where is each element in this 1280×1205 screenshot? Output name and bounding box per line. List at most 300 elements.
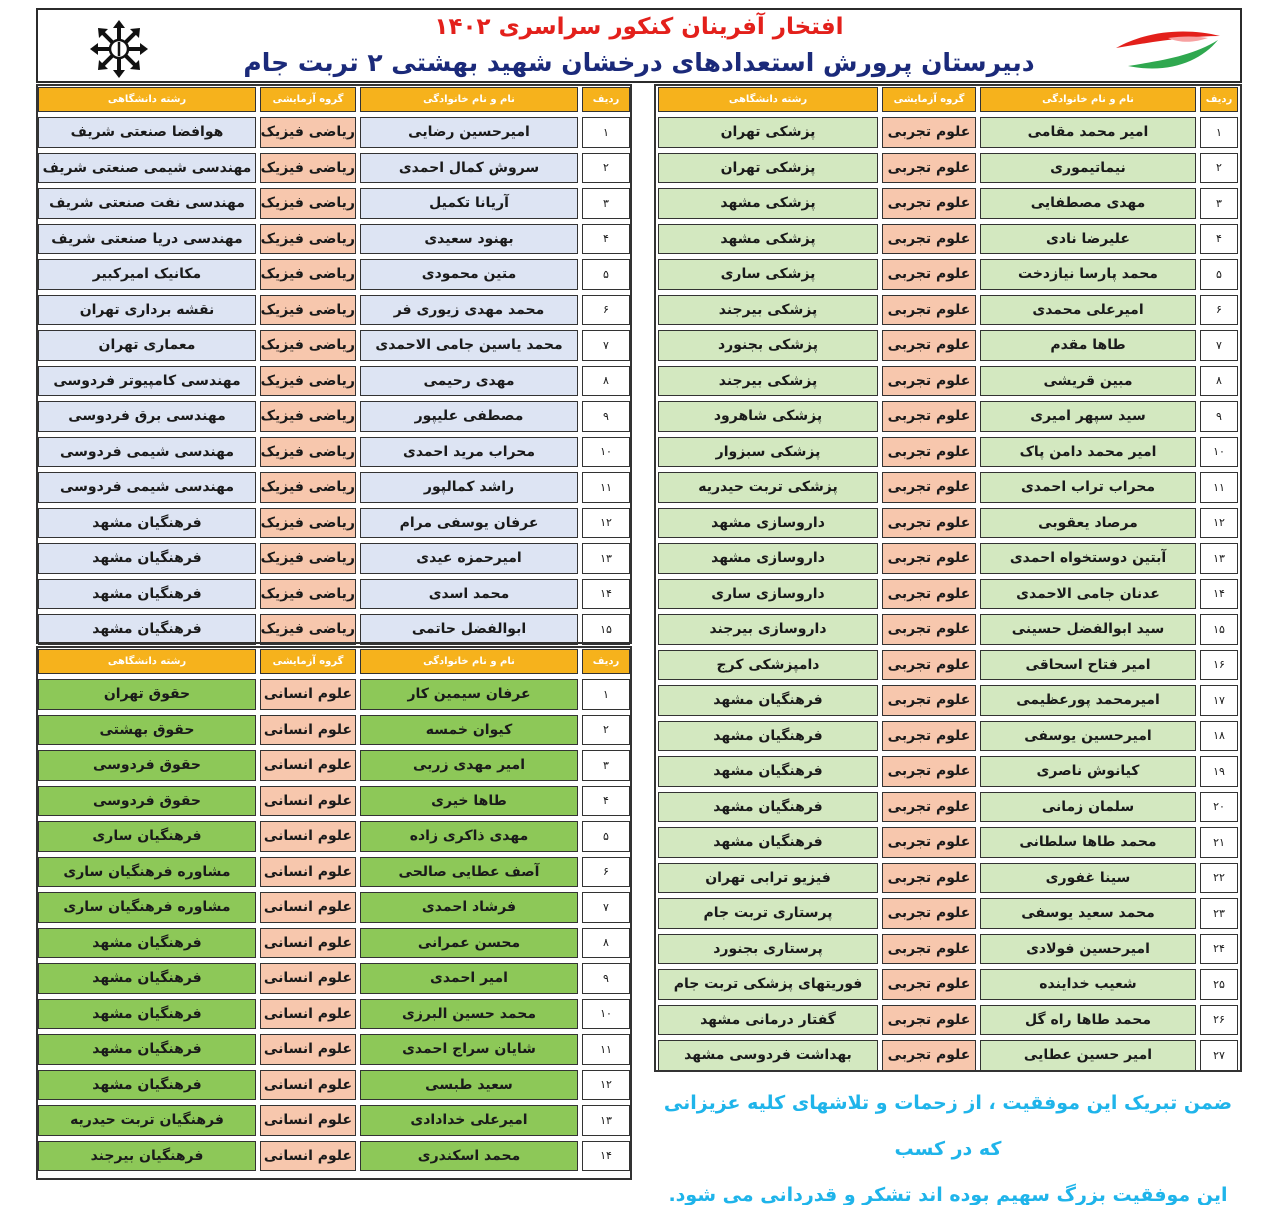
exam-group: علوم تجربی [882,792,976,823]
student-name: سید سپهر امیری [980,401,1196,432]
row-index: ۲۱ [1200,827,1238,858]
student-name: مهدی ذاکری زاده [360,821,578,852]
university-major: پزشکی مشهد [658,188,878,219]
row-index: ۶ [582,295,630,326]
table-row [38,295,630,326]
university-major: مشاوره فرهنگیان ساری [38,892,256,923]
university-major: پزشکی تهران [658,117,878,148]
university-major: فیزیو ترابی تهران [658,863,878,894]
student-name: طاها خیری [360,786,578,817]
exam-group: ریاضی فیزیک [260,295,356,326]
university-major: فوریتهای پزشکی تربت جام [658,969,878,1000]
university-major: پزشکی تهران [658,153,878,184]
university-major: پزشکی سبزوار [658,437,878,468]
title-line-2: دبیرستان پرورش استعدادهای درخشان شهید بهشتی ۲ تربت جام [243,48,1035,77]
university-major: حقوق فردوسی [38,786,256,817]
exam-group: ریاضی فیزیک [260,614,356,645]
row-index: ۲۷ [1200,1040,1238,1071]
table-row [38,928,630,959]
table-row [38,188,630,219]
exam-group: ریاضی فیزیک [260,153,356,184]
row-index: ۱۰ [582,437,630,468]
student-name: امیر حسین عطایی [980,1040,1196,1071]
table-row [38,543,630,574]
row-index: ۱۲ [1200,508,1238,539]
table-row [658,366,1238,397]
student-name: مهدی مصطفایی [980,188,1196,219]
school-logo-icon [1108,18,1226,82]
exam-group: علوم انسانی [260,786,356,817]
row-index: ۲ [582,153,630,184]
table-row [38,153,630,184]
student-name: محمد یاسین جامی الاحمدی [360,330,578,361]
university-major: فرهنگیان تربت حیدریه [38,1105,256,1136]
exam-group: ریاضی فیزیک [260,330,356,361]
table-row [658,721,1238,752]
student-name: امیر محمد دامن پاک [980,437,1196,468]
header-group: گروه آزمایشی [882,87,976,112]
student-name: ابوالفضل حاتمی [360,614,578,645]
table-row [658,472,1238,503]
row-index: ۱۱ [1200,472,1238,503]
university-major: مهندسی دریا صنعتی شریف [38,224,256,255]
student-name: امیر محمد مقامی [980,117,1196,148]
row-index: ۱ [582,679,630,710]
student-name: امیر فتاح اسحاقی [980,650,1196,681]
table-row [658,1040,1238,1071]
university-major: پزشکی ساری [658,259,878,290]
table-row [658,1005,1238,1036]
row-index: ۶ [582,857,630,888]
table-row [658,685,1238,716]
university-major: فرهنگیان مشهد [658,721,878,752]
university-major: گفتار درمانی مشهد [658,1005,878,1036]
exam-group: علوم تجربی [882,437,976,468]
row-index: ۹ [582,963,630,994]
table-row [38,224,630,255]
student-name: فرشاد احمدی [360,892,578,923]
row-index: ۱۳ [1200,543,1238,574]
row-index: ۸ [582,928,630,959]
table-row [658,437,1238,468]
student-name: متین محمودی [360,259,578,290]
table-row [658,117,1238,148]
exam-group: علوم تجربی [882,934,976,965]
row-index: ۱ [582,117,630,148]
student-name: امیرعلی محمدی [980,295,1196,326]
exam-group: ریاضی فیزیک [260,117,356,148]
table-row [658,898,1238,929]
student-name: سروش کمال احمدی [360,153,578,184]
exam-group: علوم انسانی [260,1141,356,1172]
university-major: پرستاری بجنورد [658,934,878,965]
student-name: مهدی رحیمی [360,366,578,397]
student-name: کیانوش ناصری [980,756,1196,787]
university-major: مهندسی برق فردوسی [38,401,256,432]
exam-group: علوم انسانی [260,679,356,710]
exam-group: علوم انسانی [260,1070,356,1101]
row-index: ۲ [582,715,630,746]
row-index: ۵ [582,821,630,852]
exam-group: علوم تجربی [882,579,976,610]
row-index: ۲۶ [1200,1005,1238,1036]
table-row [38,579,630,610]
table-row [38,437,630,468]
student-name: مرصاد یعقوبی [980,508,1196,539]
student-name: امیرحمزه عیدی [360,543,578,574]
table-row [658,330,1238,361]
student-name: عرفان یوسفی مرام [360,508,578,539]
university-major: پزشکی مشهد [658,224,878,255]
experimental-header-row [658,87,1238,112]
university-major: فرهنگیان مشهد [38,999,256,1030]
table-row [658,934,1238,965]
university-major: مهندسی شیمی فردوسی [38,472,256,503]
row-index: ۲۴ [1200,934,1238,965]
header-group: گروه آزمایشی [260,87,356,112]
student-name: بهنود سعیدی [360,224,578,255]
university-major: معماری تهران [38,330,256,361]
university-major: مشاوره فرهنگیان ساری [38,857,256,888]
university-major: مکانیک امیرکبیر [38,259,256,290]
exam-group: ریاضی فیزیک [260,366,356,397]
exam-group: علوم تجربی [882,614,976,645]
student-name: محمد حسین البرزی [360,999,578,1030]
humanities-header-row [38,649,630,674]
exam-group: علوم تجربی [882,117,976,148]
exam-group: علوم تجربی [882,898,976,929]
student-name: کیوان خمسه [360,715,578,746]
exam-group: علوم تجربی [882,330,976,361]
university-major: پزشکی بیرجند [658,295,878,326]
row-index: ۸ [1200,366,1238,397]
row-index: ۲۰ [1200,792,1238,823]
row-index: ۷ [582,892,630,923]
student-name: امیر مهدی زربی [360,750,578,781]
student-name: نیماتیموری [980,153,1196,184]
exam-group: علوم تجربی [882,721,976,752]
row-index: ۵ [582,259,630,290]
exam-group: ریاضی فیزیک [260,401,356,432]
student-name: محراب تراب احمدی [980,472,1196,503]
exam-group: علوم انسانی [260,963,356,994]
header-group: گروه آزمایشی [260,649,356,674]
university-major: فرهنگیان بیرجند [38,1141,256,1172]
exam-group: ریاضی فیزیک [260,508,356,539]
student-name: عرفان سیمین کار [360,679,578,710]
university-major: فرهنگیان ساری [38,821,256,852]
exam-group: علوم تجربی [882,1005,976,1036]
math-header-row [38,87,630,112]
exam-group: علوم تجربی [882,756,976,787]
university-major: فرهنگیان مشهد [38,614,256,645]
university-major: نقشه برداری تهران [38,295,256,326]
university-major: هوافضا صنعتی شریف [38,117,256,148]
exam-group: علوم انسانی [260,750,356,781]
exam-group: علوم تجربی [882,295,976,326]
table-row [38,892,630,923]
exam-group: علوم تجربی [882,401,976,432]
exam-group: علوم تجربی [882,863,976,894]
exam-group: علوم انسانی [260,928,356,959]
student-name: سینا غفوری [980,863,1196,894]
header-major: رشته دانشگاهی [38,87,256,112]
university-major: مهندسی شیمی صنعتی شریف [38,153,256,184]
student-name: مصطفی علیپور [360,401,578,432]
table-row [658,188,1238,219]
row-index: ۱۶ [1200,650,1238,681]
student-name: محمد اسدی [360,579,578,610]
exam-group: علوم تجربی [882,543,976,574]
table-row [38,614,630,645]
exam-group: علوم انسانی [260,999,356,1030]
university-major: مهندسی کامپیوتر فردوسی [38,366,256,397]
exam-group: علوم انسانی [260,821,356,852]
student-name: محمد سعید یوسفی [980,898,1196,929]
table-row [658,614,1238,645]
university-major: حقوق تهران [38,679,256,710]
table-row [658,543,1238,574]
table-row [38,679,630,710]
student-name: محمد اسکندری [360,1141,578,1172]
university-major: حقوق فردوسی [38,750,256,781]
table-row [658,401,1238,432]
table-row [38,750,630,781]
exam-group: علوم تجربی [882,366,976,397]
exam-group: علوم تجربی [882,188,976,219]
row-index: ۱۵ [582,614,630,645]
row-index: ۹ [582,401,630,432]
table-row [38,715,630,746]
university-major: بهداشت فردوسی مشهد [658,1040,878,1071]
row-index: ۱۴ [582,579,630,610]
table-row [658,259,1238,290]
student-name: امیرحسین یوسفی [980,721,1196,752]
exam-group: علوم تجربی [882,650,976,681]
header-banner [36,8,1242,83]
row-index: ۱۱ [582,1034,630,1065]
table-row [658,295,1238,326]
university-major: فرهنگیان مشهد [658,756,878,787]
row-index: ۸ [582,366,630,397]
exam-group: علوم انسانی [260,892,356,923]
header-name: نام و نام خانوادگی [980,87,1196,112]
row-index: ۱ [1200,117,1238,148]
student-name: محمد پارسا نیازدخت [980,259,1196,290]
table-row [38,117,630,148]
table-row [38,821,630,852]
university-major: داروسازی ساری [658,579,878,610]
row-index: ۱۷ [1200,685,1238,716]
table-row [658,508,1238,539]
title-line-1: افتخار آفرینان کنکور سراسری ۱۴۰۲ [434,14,844,40]
student-name: شایان سراج احمدی [360,1034,578,1065]
row-index: ۱۳ [582,1105,630,1136]
exam-group: علوم انسانی [260,1105,356,1136]
table-row [38,259,630,290]
student-name: امیرعلی خدادادی [360,1105,578,1136]
row-index: ۱۳ [582,543,630,574]
exam-group: علوم تجربی [882,685,976,716]
student-name: امیرحسین رضایی [360,117,578,148]
row-index: ۳ [582,750,630,781]
university-major: فرهنگیان مشهد [658,685,878,716]
table-row [658,579,1238,610]
header-major: رشته دانشگاهی [38,649,256,674]
exam-group: علوم انسانی [260,1034,356,1065]
table-row [38,999,630,1030]
table-row [658,224,1238,255]
congrats-line-2: این موفقیت بزرگ سهیم بوده اند تشکر و قدردانی می شود. [668,1184,1228,1205]
exam-group: ریاضی فیزیک [260,259,356,290]
row-index: ۱۲ [582,508,630,539]
university-major: پزشکی بیرجند [658,366,878,397]
exam-group: ریاضی فیزیک [260,472,356,503]
table-row [38,1105,630,1136]
table-row [38,1034,630,1065]
row-index: ۲۳ [1200,898,1238,929]
congratulations-message [655,1080,1241,1205]
row-index: ۱۴ [582,1141,630,1172]
student-name: راشد کمالپور [360,472,578,503]
exam-group: علوم تجربی [882,224,976,255]
table-row [38,786,630,817]
exam-group: علوم تجربی [882,508,976,539]
university-major: داروسازی بیرجند [658,614,878,645]
table-row [38,963,630,994]
student-name: امیر احمدی [360,963,578,994]
student-name: آصف عطایی صالحی [360,857,578,888]
row-index: ۷ [1200,330,1238,361]
row-index: ۵ [1200,259,1238,290]
row-index: ۱۸ [1200,721,1238,752]
table-row [38,366,630,397]
student-name: محراب مرید احمدی [360,437,578,468]
row-index: ۱۴ [1200,579,1238,610]
table-row [38,330,630,361]
table-row [38,401,630,432]
row-index: ۲۵ [1200,969,1238,1000]
student-name: آریانا تکمیل [360,188,578,219]
university-major: فرهنگیان مشهد [38,508,256,539]
university-major: فرهنگیان مشهد [38,543,256,574]
header-major: رشته دانشگاهی [658,87,878,112]
row-index: ۳ [1200,188,1238,219]
exam-group: ریاضی فیزیک [260,543,356,574]
exam-group: علوم تجربی [882,969,976,1000]
university-major: داروسازی مشهد [658,508,878,539]
row-index: ۹ [1200,401,1238,432]
student-name: محمد طاها راه گل [980,1005,1196,1036]
header-index: ردیف [582,87,630,112]
row-index: ۱۲ [582,1070,630,1101]
table-row [658,792,1238,823]
university-major: پرستاری تربت جام [658,898,878,929]
row-index: ۴ [582,786,630,817]
row-index: ۱۱ [582,472,630,503]
table-row [38,1141,630,1172]
university-major: پزشکی تربت حیدریه [658,472,878,503]
university-major: فرهنگیان مشهد [658,827,878,858]
student-name: محسن عمرانی [360,928,578,959]
table-row [658,650,1238,681]
table-row [38,508,630,539]
national-emblem-icon [88,18,150,80]
table-row [38,472,630,503]
university-major: فرهنگیان مشهد [38,928,256,959]
student-name: طاها مقدم [980,330,1196,361]
table-row [658,153,1238,184]
table-row [38,857,630,888]
university-major: پزشکی بجنورد [658,330,878,361]
row-index: ۴ [582,224,630,255]
row-index: ۱۰ [1200,437,1238,468]
university-major: حقوق بهشتی [38,715,256,746]
university-major: فرهنگیان مشهد [38,1034,256,1065]
student-name: محمد مهدی زیوری فر [360,295,578,326]
exam-group: ریاضی فیزیک [260,579,356,610]
student-name: مبین قریشی [980,366,1196,397]
exam-group: علوم تجربی [882,472,976,503]
university-major: فرهنگیان مشهد [38,963,256,994]
row-index: ۱۹ [1200,756,1238,787]
exam-group: علوم تجربی [882,259,976,290]
math-physics-table [34,82,634,650]
university-major: فرهنگیان مشهد [38,579,256,610]
student-name: امیرحسین فولادی [980,934,1196,965]
row-index: ۷ [582,330,630,361]
exam-group: ریاضی فیزیک [260,437,356,468]
header-name: نام و نام خانوادگی [360,87,578,112]
university-major: داروسازی مشهد [658,543,878,574]
student-name: امیرمحمد پورعظیمی [980,685,1196,716]
student-name: عدنان جامی الاحمدی [980,579,1196,610]
congrats-line-1: ضمن تبریک این موفقیت ، از زحمات و تلاشهای کلیه عزیزانی که در کسب [663,1092,1233,1160]
student-name: علیرضا نادی [980,224,1196,255]
exam-group: علوم تجربی [882,153,976,184]
humanities-table [34,644,634,1176]
exam-group: علوم انسانی [260,715,356,746]
exam-group: ریاضی فیزیک [260,224,356,255]
table-row [658,969,1238,1000]
student-name: آبتین دوستخواه احمدی [980,543,1196,574]
table-row [658,863,1238,894]
table-row [38,1070,630,1101]
row-index: ۲ [1200,153,1238,184]
row-index: ۱۵ [1200,614,1238,645]
header-index: ردیف [582,649,630,674]
row-index: ۴ [1200,224,1238,255]
university-major: فرهنگیان مشهد [38,1070,256,1101]
student-name: شعیب خداینده [980,969,1196,1000]
student-name: سعید طبسی [360,1070,578,1101]
row-index: ۲۲ [1200,863,1238,894]
row-index: ۱۰ [582,999,630,1030]
header-index: ردیف [1200,87,1238,112]
table-row [658,827,1238,858]
student-name: سلمان زمانی [980,792,1196,823]
exam-group: علوم انسانی [260,857,356,888]
university-major: مهندسی نفت صنعتی شریف [38,188,256,219]
experimental-sciences-table [654,82,1242,1076]
student-name: محمد طاها سلطانی [980,827,1196,858]
university-major: دامپزشکی کرج [658,650,878,681]
university-major: فرهنگیان مشهد [658,792,878,823]
student-name: سید ابوالفضل حسینی [980,614,1196,645]
university-major: مهندسی شیمی فردوسی [38,437,256,468]
exam-group: علوم تجربی [882,827,976,858]
row-index: ۶ [1200,295,1238,326]
